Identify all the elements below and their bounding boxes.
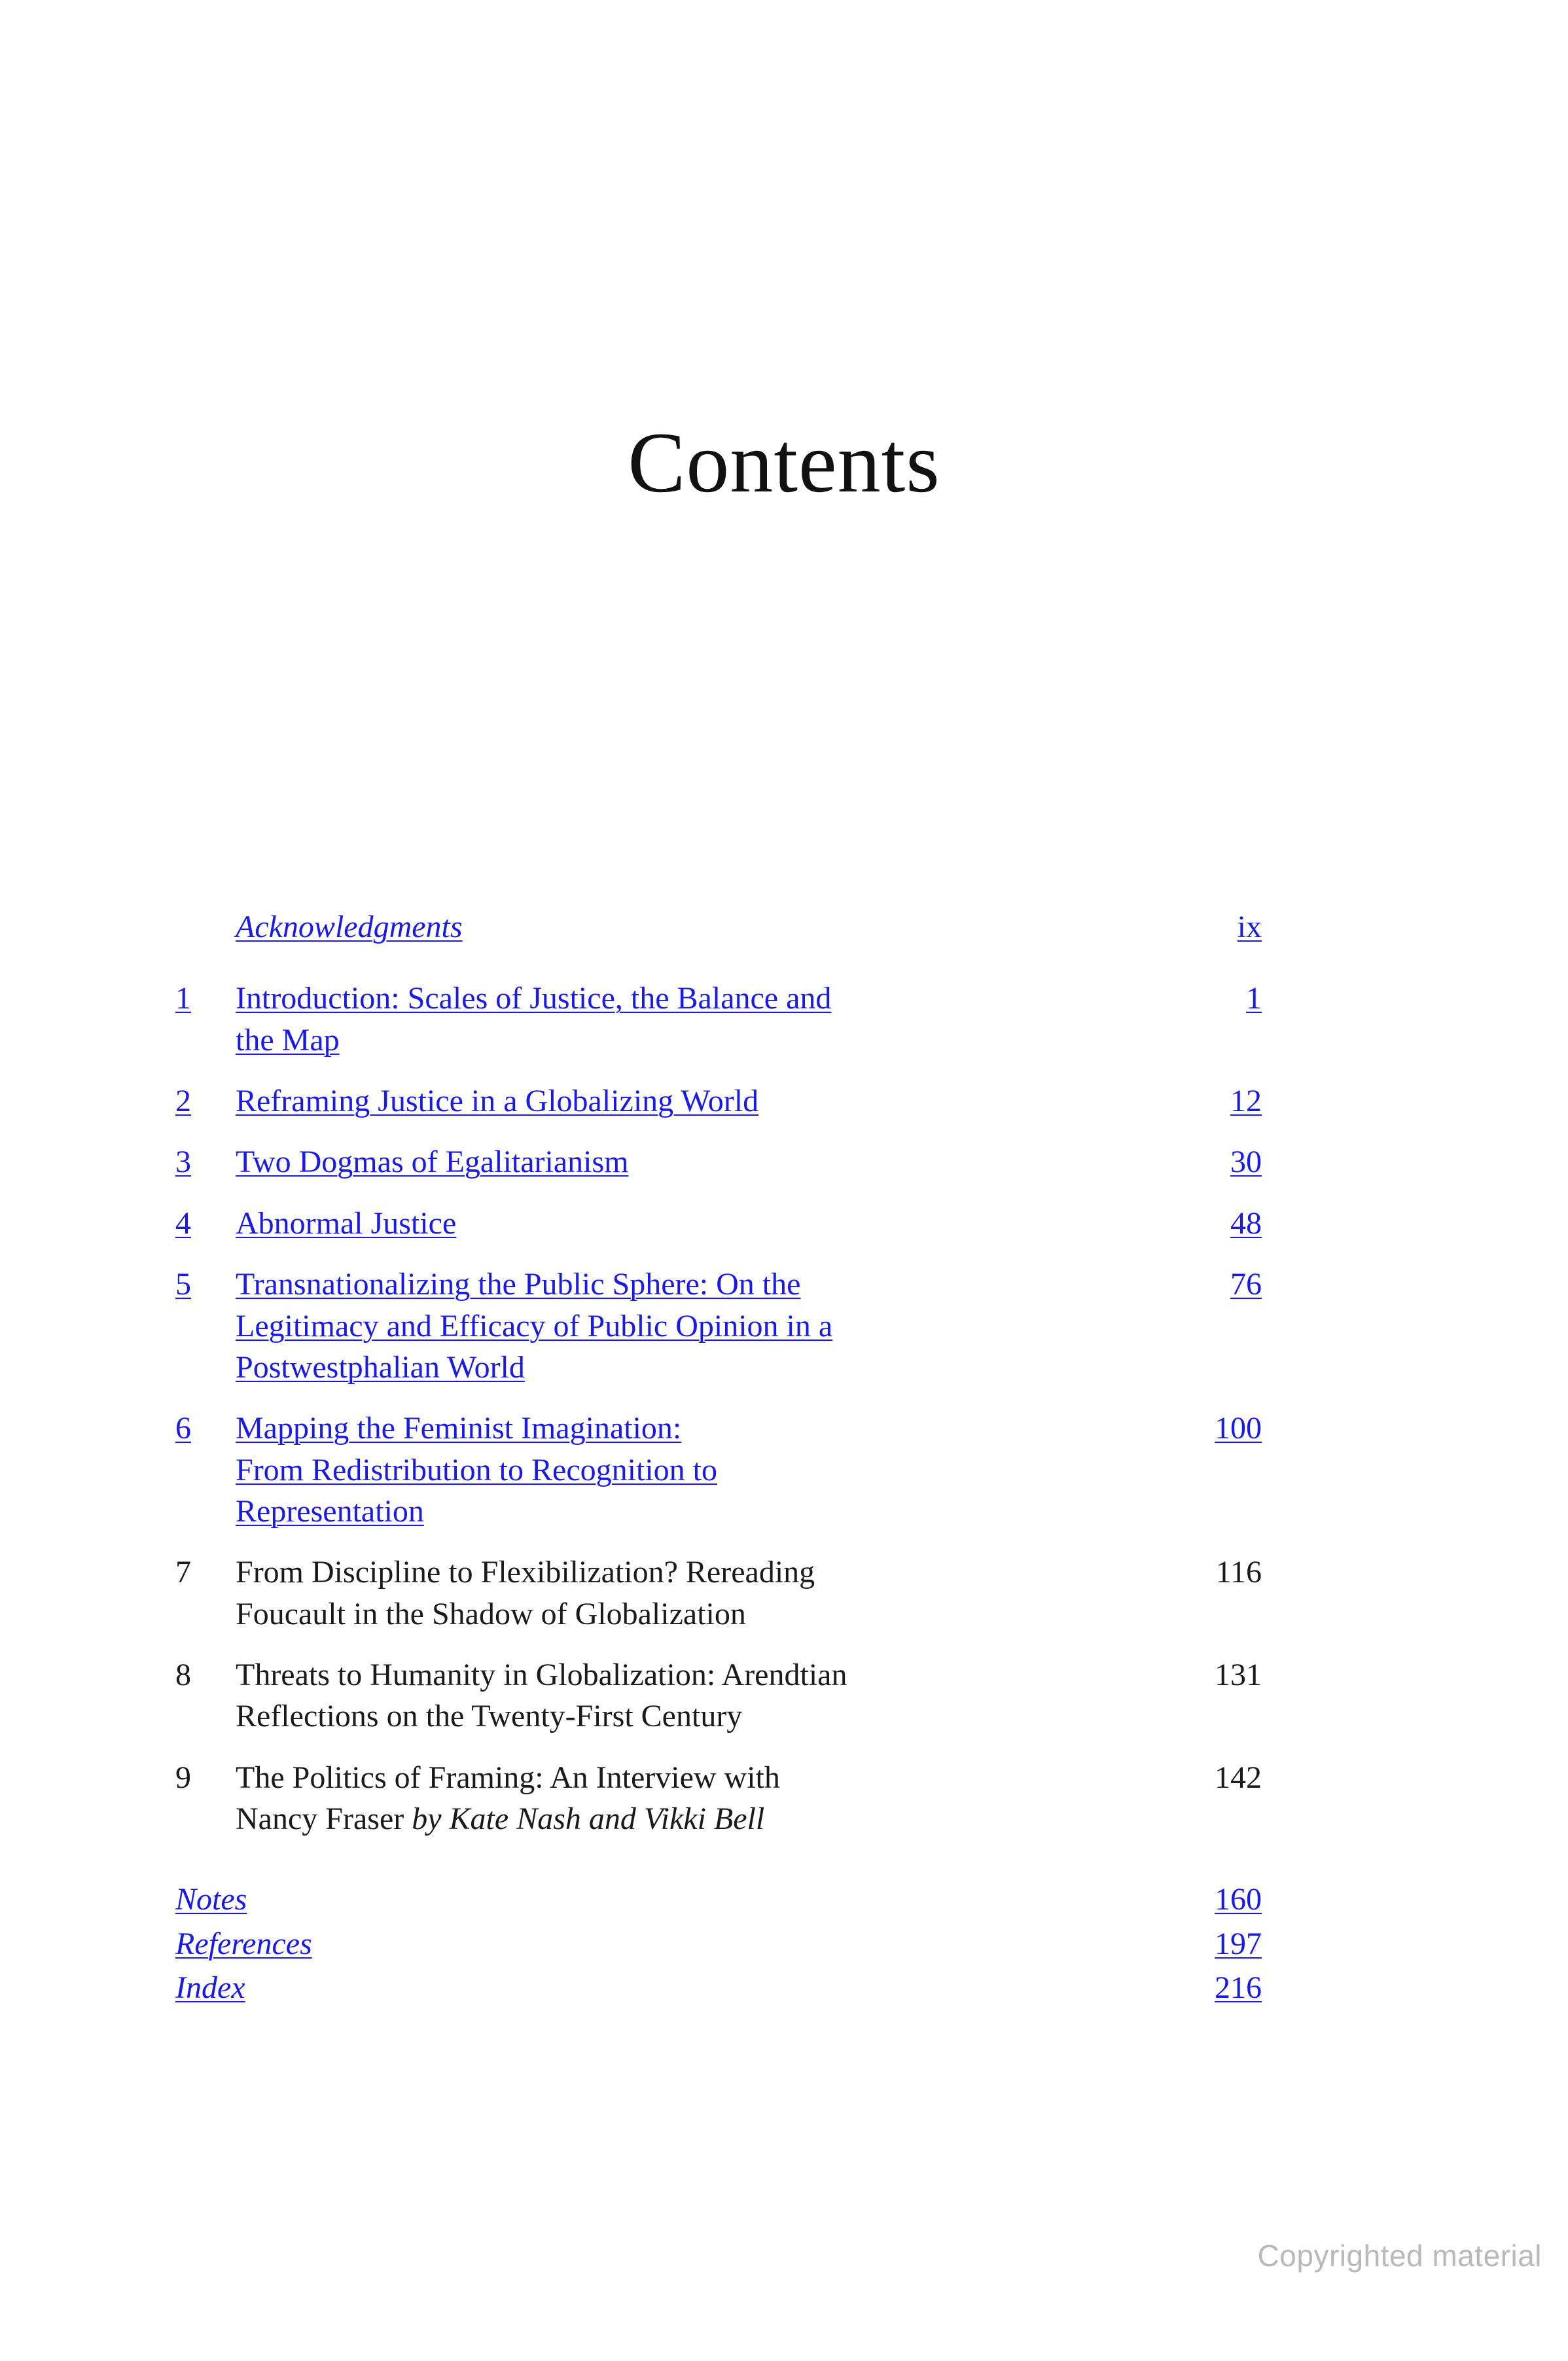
toc-entry-page: 197 bbox=[1215, 1926, 1262, 1961]
toc-entry-chapter-3[interactable] bbox=[175, 1141, 1262, 1182]
copyright-watermark: Copyrighted material bbox=[1257, 2239, 1542, 2273]
toc-entry-number: 2 bbox=[175, 1084, 191, 1119]
toc-entry-number: 4 bbox=[175, 1205, 191, 1241]
toc-entry-page: 100 bbox=[1215, 1411, 1262, 1446]
toc-entry-page: 76 bbox=[1230, 1267, 1262, 1302]
toc-entry-title: Threats to Humanity in Globalization: Arendtian Reflections on the Twenty-First Century bbox=[236, 1658, 847, 1734]
toc-entry-chapter-6[interactable] bbox=[175, 1408, 1262, 1532]
toc-entry-page: 1 bbox=[1246, 981, 1262, 1016]
toc-entry-byline: by Kate Nash and Vikki Bell bbox=[412, 1802, 765, 1837]
toc-entry-title: From Discipline to Flexibilization? Rereading Foucault in the Shadow of Globalization bbox=[236, 1555, 815, 1631]
toc-entry-page: 131 bbox=[1215, 1658, 1262, 1693]
toc-entry-number: 7 bbox=[175, 1555, 191, 1590]
toc-entry-byline-prefix: Nancy Fraser bbox=[236, 1802, 412, 1837]
toc-back-matter bbox=[175, 1879, 1262, 2008]
toc-entry-title: Index bbox=[175, 1970, 245, 2006]
toc-entry-chapter-9[interactable] bbox=[175, 1757, 1262, 1840]
toc-entry-chapter-2[interactable] bbox=[175, 1080, 1262, 1122]
toc-entry-page: ix bbox=[1237, 910, 1262, 944]
toc-entry-notes[interactable] bbox=[175, 1879, 1262, 1920]
toc-entry-title: Notes bbox=[175, 1882, 247, 1917]
toc-entry-page: 48 bbox=[1230, 1205, 1262, 1241]
toc-entry-page: 12 bbox=[1230, 1084, 1262, 1119]
toc-entry-page: 142 bbox=[1215, 1760, 1262, 1795]
toc-entry-title: Mapping the Feminist Imagination: From Redistribution to Recognition to Representation bbox=[236, 1411, 717, 1529]
toc-entry-chapter-1[interactable] bbox=[175, 978, 1262, 1061]
toc-entry-byline-line bbox=[236, 1798, 1158, 1839]
toc-entry-chapter-5[interactable] bbox=[175, 1264, 1262, 1388]
toc-entry-number: 3 bbox=[175, 1145, 191, 1180]
toc-entry-page: 30 bbox=[1230, 1145, 1262, 1180]
page-title: Contents bbox=[628, 414, 940, 510]
toc-entry-page: 160 bbox=[1215, 1882, 1262, 1917]
toc-entry-title: Acknowledgments bbox=[236, 910, 463, 944]
toc-entry-title: Two Dogmas of Egalitarianism bbox=[236, 1145, 629, 1180]
toc-entry-number: 9 bbox=[175, 1760, 191, 1795]
toc-entry-title: References bbox=[175, 1926, 312, 1961]
toc-entry-page: 116 bbox=[1215, 1555, 1262, 1590]
toc-entry-title: The Politics of Framing: An Interview with Nancy Fraser by Kate Nash and Vikki Bell bbox=[236, 1757, 1177, 1840]
toc-entry-title: Transnationalizing the Public Sphere: On the Legitimacy and Efficacy of Public Opinion in a Postwestphalian World bbox=[236, 1267, 833, 1385]
toc-entry-number: 6 bbox=[175, 1411, 191, 1446]
table-of-contents bbox=[175, 906, 1262, 2012]
toc-entry-title: Reframing Justice in a Globalizing World bbox=[236, 1084, 759, 1119]
toc-entry-index[interactable] bbox=[175, 1967, 1262, 2008]
toc-entry-chapter-7[interactable] bbox=[175, 1552, 1262, 1635]
toc-entry-chapter-8[interactable] bbox=[175, 1654, 1262, 1737]
toc-entry-number: 5 bbox=[175, 1267, 191, 1302]
toc-entry-title: Abnormal Justice bbox=[236, 1205, 457, 1241]
toc-entry-acknowledgments[interactable] bbox=[175, 906, 1262, 948]
toc-entry-number: 1 bbox=[175, 981, 191, 1016]
toc-entry-chapter-4[interactable] bbox=[175, 1203, 1262, 1244]
toc-entry-title: Introduction: Scales of Justice, the Balance and the Map bbox=[236, 981, 832, 1057]
toc-entry-page: 216 bbox=[1215, 1970, 1262, 2006]
toc-entry-number: 8 bbox=[175, 1658, 191, 1693]
toc-entry-references[interactable] bbox=[175, 1923, 1262, 1964]
